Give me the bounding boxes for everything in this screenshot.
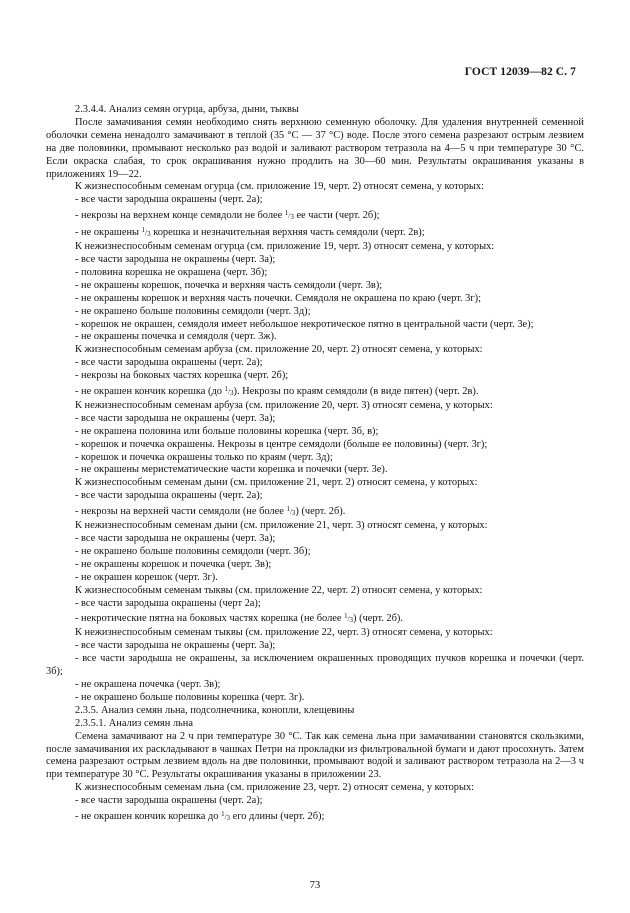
paragraph: 2.3.4.4. Анализ семян огурца, арбуза, дыни, тыквы xyxy=(75,104,299,115)
list-item: - некрозы на верхней части семядоли (не более $^1/_3$) (черт. 2б). xyxy=(75,505,346,518)
list-item: - не окрашены корешок, почечка и верхняя часть семядоли (черт. 3в); xyxy=(75,279,383,291)
paragraph: К жизнеспособным семенам тыквы (см. приложение 22, черт. 2) относят семена, у которых: xyxy=(75,584,483,596)
paragraph: К жизнеспособным семенам льна (см. приложение 23, черт. 2) относят семена, у которых: xyxy=(75,782,475,794)
list-item: - половина корешка не окрашена (черт. 3б); xyxy=(75,266,268,278)
paragraph: К жизнеспособным семенам арбуза (см. приложение 20, черт. 2) относят семена, у которых: xyxy=(75,344,483,356)
list-item: - корешок и почечка окрашены. Некрозы в центре семядоли (больше ее половины) (черт. 3г); xyxy=(75,438,488,450)
fraction-one-third: $^1/_3$ xyxy=(221,810,231,823)
document-body xyxy=(46,104,584,825)
page-number: 73 xyxy=(309,880,321,891)
list-item: - не окрашена половина или больше половины корешка (черт. 3б, в); xyxy=(75,425,379,437)
fraction-one-third: $^1/_3$ xyxy=(224,385,234,398)
list-item: - не окрашены корешок и почечка (черт. 3в); xyxy=(75,558,272,570)
fraction-one-third: $^1/_3$ xyxy=(344,612,354,625)
list-item: - некрозы на боковых частях корешка (черт. 2б); xyxy=(75,370,289,382)
fraction-one-third: $^1/_3$ xyxy=(141,226,151,239)
list-item: - не окрашен корешок (черт. 3г). xyxy=(75,571,218,583)
running-header: ГОСТ 12039—82 С. 7 xyxy=(464,66,576,78)
list-item: - все части зародыша окрашены (черт 2а); xyxy=(75,597,261,609)
list-item: - не окрашен кончик корешка (до $^1/_3$). Некрозы по краям семядоли (в виде пятен) (черт. 2в). xyxy=(75,385,479,398)
list-item: - не окрашены $^1/_3$ корешка и незначительная верхняя часть семядоли (черт. 2в); xyxy=(75,226,425,239)
fraction-one-third: $^1/_3$ xyxy=(286,505,296,518)
paragraph: К нежизнеспособным семенам дыни (см. приложение 21, черт. 3) относят семена, у которых: xyxy=(75,520,488,532)
paragraph: К нежизнеспособным семенам огурца (см. приложение 19, черт. 3) относят семена, у которых: xyxy=(75,241,495,253)
list-item: - все части зародыша окрашены (черт. 2а); xyxy=(75,357,263,369)
list-item: - корешок и почечка окрашены только по краям (черт. 3д); xyxy=(75,451,333,463)
list-item: - все части зародыша не окрашены, за исключением окрашенных проводящих пучков корешка и почечки (черт. 3б); xyxy=(46,653,584,678)
paragraph: Семена замачивают на 2 ч при температуре 30 °С. Так как семена льна при замачивании становятся скользкими, после замачивания их раскладывают в чашках Петри на прокладки из фильтровальной бумаги и дают просохнуть. Затем семена разрезают острым лезвием вдоль на две половинки, промывают водой и заливают раствором тетразола на 2—3 ч при температуре 30 °С. Результаты окрашивания указаны в приложении 23. xyxy=(46,730,584,781)
list-item: - все части зародыша не окрашены (черт. 3а); xyxy=(75,412,276,424)
paragraph: К жизнеспособным семенам дыни (см. приложение 21, черт. 2) относят семена, у которых: xyxy=(75,477,478,489)
list-item: - не окрашено больше половины корешка (черт. 3г). xyxy=(75,691,305,703)
list-item: - некрозы на верхнем конце семядоли не более $^1/_3$ ее части (черт. 2б); xyxy=(75,209,380,222)
list-item: - все части зародыша окрашены (черт. 2а); xyxy=(75,795,263,807)
list-item: - все части зародыша не окрашены (черт. 3а); xyxy=(75,253,276,265)
list-item: - все части зародыша окрашены (черт. 2а); xyxy=(75,194,263,206)
list-item: - некротические пятна на боковых частях корешка (не более $^1/_3$) (черт. 2б). xyxy=(75,612,403,625)
list-item: - не окрашены меристематические части корешка и почечки (черт. 3е). xyxy=(75,464,388,476)
list-item: - все части зародыша не окрашены (черт. 3а); xyxy=(75,533,276,544)
list-item: - все части зародыша окрашены (черт. 2а); xyxy=(75,490,263,502)
paragraph: После замачивания семян необходимо снять верхнюю семенную оболочку. Для удаления внутренней семенной оболочки семена ненадолго замачивают в теплой (35 °С — 37 °С) воде. После этого семена разрезают острым лезвием на две половинки, промывают несколько раз водой и заливают раствором тетразола на 4—5 ч при температуре 30 °С. Если окраска слабая, то срок окрашивания нужно продлить на 30—60 мин. Результаты окрашивания указаны в приложениях 19—22. xyxy=(46,116,584,180)
paragraph: 2.3.5. Анализ семян льна, подсолнечника, конопли, клещевины xyxy=(75,704,355,716)
list-item: - не окрашено больше половины семядоли (черт. 3д); xyxy=(75,305,311,317)
list-item: - не окрашены почечка и семядоля (черт. 3ж). xyxy=(75,331,277,343)
list-item: - не окрашено больше половины семядоли (черт. 3б); xyxy=(75,545,311,557)
fraction-one-third: $^1/_3$ xyxy=(284,209,294,222)
list-item: - корешок не окрашен, семядоля имеет небольшое некротическое пятно в центральной части (черт. 3е); xyxy=(75,318,534,330)
paragraph: К нежизнеспособным семенам тыквы (см. приложение 22, черт. 3) относят семена, у которых: xyxy=(75,627,493,639)
paragraph: 2.3.5.1. Анализ семян льна xyxy=(75,717,193,729)
paragraph: К жизнеспособным семенам огурца (см. приложение 19, черт. 2) относят семена, у которых: xyxy=(75,181,484,193)
list-item: - не окрашена почечка (черт. 3в); xyxy=(75,678,221,690)
list-item: - все части зародыша не окрашены (черт. 3а); xyxy=(75,640,276,652)
list-item: - не окрашены корешок и верхняя часть почечки. Семядоля не окрашена по краю (черт. 3г); xyxy=(75,292,481,304)
list-item: - не окрашен кончик корешка до $^1/_3$ его длины (черт. 2б); xyxy=(75,810,325,823)
paragraph: К нежизнеспособным семенам арбуза (см. приложение 20, черт. 3) относят семена, у которых: xyxy=(75,399,493,411)
